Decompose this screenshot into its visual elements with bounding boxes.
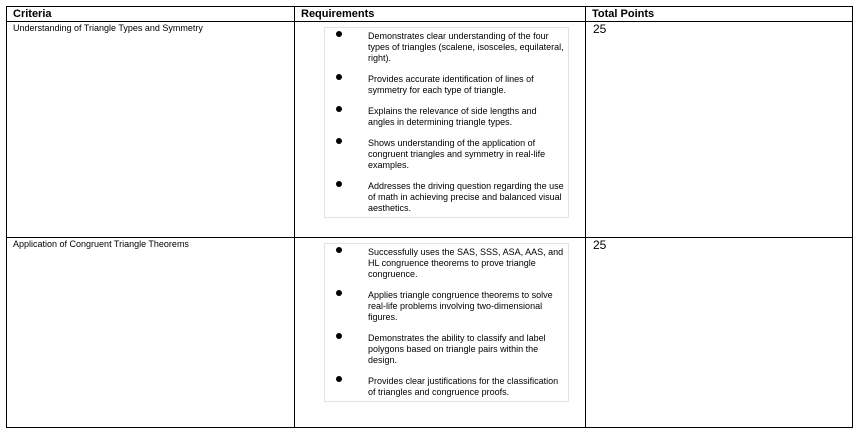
requirements-box [324,243,569,402]
table-row [7,22,853,238]
points-cell: 25 [586,22,853,238]
requirement-text: Demonstrates clear understanding of the four types of triangles (scalene, isosceles, equilateral, right). [368,31,564,63]
list-item [325,247,568,280]
bullet-icon [336,74,342,80]
requirement-text: Provides clear justifications for the classification of triangles and congruence proofs. [368,376,559,397]
header-total-points: Total Points [586,7,853,22]
requirement-text: Addresses the driving question regarding the use of math in achieving precise and balanced visual aesthetics. [368,181,564,213]
requirement-text: Successfully uses the SAS, SSS, ASA, AAS, and HL congruence theorems to prove triangle congruence. [368,247,564,279]
requirements-list [325,247,568,398]
header-requirements: Requirements [295,7,586,22]
list-item [325,290,568,323]
list-item [325,138,568,171]
requirement-text: Demonstrates the ability to classify and label polygons based on triangle pairs within the design. [368,333,546,365]
list-item [325,74,568,96]
bullet-icon [336,106,342,112]
requirement-text: Explains the relevance of side lengths and angles in determining triangle types. [368,106,537,127]
list-item [325,333,568,366]
requirement-text: Applies triangle congruence theorems to solve real-life problems involving two-dimensional figures. [368,290,553,322]
requirement-text: Shows understanding of the application of congruent triangles and symmetry in real-life examples. [368,138,546,170]
bullet-icon [336,376,342,382]
requirements-list [325,31,568,214]
bullet-icon [336,247,342,253]
bullet-icon [336,31,342,37]
list-item [325,31,568,64]
points-cell: 25 [586,238,853,428]
bullet-icon [336,138,342,144]
bullet-icon [336,333,342,339]
bullet-icon [336,181,342,187]
header-criteria: Criteria [7,7,295,22]
list-item [325,376,568,398]
header-row [7,7,853,22]
list-item [325,181,568,214]
requirements-cell [295,22,586,238]
criteria-cell: Application of Congruent Triangle Theorems [7,238,295,428]
table-row [7,238,853,428]
requirement-text: Provides accurate identification of lines of symmetry for each type of triangle. [368,74,534,95]
requirements-box [324,27,569,218]
rubric-table [6,6,853,428]
requirements-cell [295,238,586,428]
bullet-icon [336,290,342,296]
list-item [325,106,568,128]
criteria-cell: Understanding of Triangle Types and Symmetry [7,22,295,238]
